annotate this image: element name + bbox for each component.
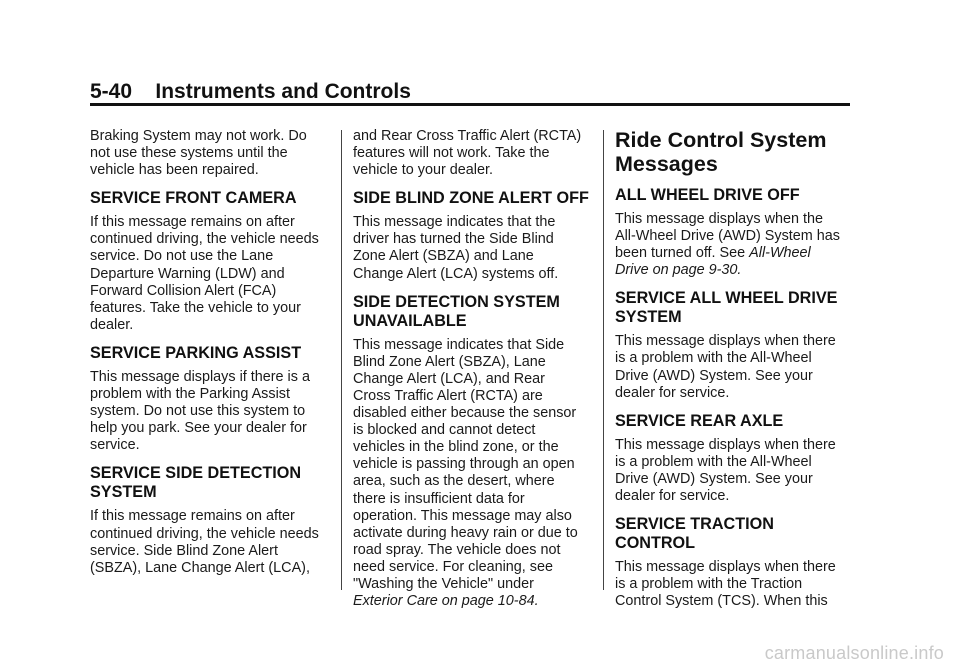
page-header xyxy=(90,80,411,104)
text-line: vehicle to your dealer. xyxy=(353,162,493,179)
cross-reference: Exterior Care on page 10-84. xyxy=(353,593,539,610)
section-heading xyxy=(615,128,860,176)
text-line: service. Side Blind Zone Alert xyxy=(90,542,278,559)
message-heading xyxy=(615,289,860,327)
message-heading xyxy=(90,344,335,363)
text-line: SIDE DETECTION SYSTEM xyxy=(353,292,560,311)
text-line: If this message remains on after xyxy=(90,508,295,525)
text-line: This message displays when there xyxy=(615,333,836,350)
text-line: UNAVAILABLE xyxy=(353,311,467,330)
text-line: is a problem with the Traction xyxy=(615,576,803,593)
paragraph xyxy=(90,369,335,454)
text-line: Drive (AWD) System. See your xyxy=(615,470,813,487)
paragraph xyxy=(90,214,335,334)
text-line: If this message remains on after xyxy=(90,214,295,231)
text-line: dealer for service. xyxy=(615,488,730,505)
paragraph xyxy=(90,128,335,179)
text-line: Change Alert (LCA) systems off. xyxy=(353,265,559,282)
text-line: Departure Warning (LDW) and xyxy=(90,265,285,282)
paragraph xyxy=(615,245,860,262)
text-line: Ride Control System xyxy=(615,128,827,152)
text-line: continued driving, the vehicle needs xyxy=(90,231,319,248)
text-line: Zone Alert (SBZA) and Lane xyxy=(353,248,534,265)
paragraph xyxy=(615,559,860,610)
text-line: is blocked and cannot detect xyxy=(353,422,536,439)
paragraph xyxy=(353,337,598,593)
page-number: 5-40 xyxy=(90,80,133,103)
text-line: Messages xyxy=(615,152,718,176)
text-column-2 xyxy=(353,128,598,610)
text-column-1 xyxy=(90,128,335,577)
text-line: SYSTEM xyxy=(615,308,682,327)
section-title: Instruments and Controls xyxy=(155,80,411,103)
text-line: This message displays if there is a xyxy=(90,368,310,385)
text-line: features will not work. Take the xyxy=(353,145,550,162)
text-line: not use these systems until the xyxy=(90,145,288,162)
text-line: CONTROL xyxy=(615,534,696,553)
text-line: is a problem with the All-Wheel xyxy=(615,350,812,367)
message-heading xyxy=(615,412,860,431)
text-line: service. Do not use the Lane xyxy=(90,248,274,265)
paragraph xyxy=(353,214,598,282)
message-heading xyxy=(615,515,860,553)
text-line: (SBZA), Lane Change Alert (LCA), xyxy=(90,559,310,576)
text-line: dealer. xyxy=(90,316,134,333)
text-line: Braking System may not work. Do xyxy=(90,128,307,144)
message-heading xyxy=(615,186,860,205)
text-line: continued driving, the vehicle needs xyxy=(90,525,319,542)
paragraph xyxy=(353,593,598,610)
paragraph xyxy=(615,262,860,279)
message-heading xyxy=(90,464,335,502)
message-heading xyxy=(90,189,335,208)
text-line: features. Take the vehicle to your xyxy=(90,299,301,316)
text-line: SERVICE TRACTION xyxy=(615,515,774,534)
text-line: SIDE BLIND ZONE ALERT OFF xyxy=(353,189,589,208)
column-divider-2 xyxy=(603,130,604,590)
text-line: disabled either because the sensor xyxy=(353,405,577,422)
text-line: Change Alert (LCA), and Rear xyxy=(353,370,545,387)
text-line: activate during heavy rain or due to xyxy=(353,524,578,541)
text-line: SERVICE FRONT CAMERA xyxy=(90,189,297,208)
text-line: area, such as the desert, where xyxy=(353,473,555,490)
text-line: there is insufficient data for xyxy=(353,490,525,507)
text-line: vehicle is passing through an open xyxy=(353,456,575,473)
text-line: Control System (TCS). When this xyxy=(615,593,828,610)
text-line: operation. This message may also xyxy=(353,507,572,524)
text-line: vehicle has been repaired. xyxy=(90,162,259,179)
text-run: been turned off. See xyxy=(615,245,750,262)
text-line: This message displays when there xyxy=(615,436,836,453)
message-heading xyxy=(353,293,598,331)
text-line: This message displays when the xyxy=(615,211,823,227)
message-heading xyxy=(353,189,598,208)
text-line: system. Do not use this system to xyxy=(90,403,306,420)
text-line: All-Wheel Drive (AWD) System has xyxy=(615,228,840,245)
cross-reference: All-Wheel xyxy=(749,245,811,262)
text-line: Cross Traffic Alert (RCTA) are xyxy=(353,387,543,404)
text-line: vehicles in the blind zone, or the xyxy=(353,439,559,456)
paragraph xyxy=(615,211,860,245)
watermark: carmanualsonline.info xyxy=(764,643,944,663)
text-line: ALL WHEEL DRIVE OFF xyxy=(615,186,800,204)
text-column-3 xyxy=(615,128,860,610)
text-line: SERVICE PARKING ASSIST xyxy=(90,343,302,362)
text-line: is a problem with the All-Wheel xyxy=(615,453,812,470)
text-line xyxy=(615,245,860,262)
text-line: need service. For cleaning, see xyxy=(353,558,553,575)
text-line: This message indicates that the xyxy=(353,214,556,231)
text-line: Drive (AWD) System. See your xyxy=(615,367,813,384)
text-line: This message indicates that Side xyxy=(353,336,565,353)
text-line: service. xyxy=(90,437,140,454)
paragraph xyxy=(615,333,860,401)
paragraph xyxy=(90,508,335,576)
header-rule xyxy=(90,103,850,106)
text-line: problem with the Parking Assist xyxy=(90,386,290,403)
text-line: SERVICE REAR AXLE xyxy=(615,411,784,430)
text-line: and Rear Cross Traffic Alert (RCTA) xyxy=(353,128,582,144)
text-line: driver has turned the Side Blind xyxy=(353,231,554,248)
text-line: dealer for service. xyxy=(615,384,730,401)
text-line: SERVICE ALL WHEEL DRIVE xyxy=(615,289,838,308)
text-line: "Washing the Vehicle" under xyxy=(353,575,534,592)
paragraph xyxy=(615,437,860,505)
text-line: SYSTEM xyxy=(90,483,157,502)
text-line: help you park. See your dealer for xyxy=(90,420,307,437)
paragraph xyxy=(353,128,598,179)
cross-reference: Drive on page 9-30. xyxy=(615,262,742,279)
text-line: SERVICE SIDE DETECTION xyxy=(90,464,302,483)
text-line: Blind Zone Alert (SBZA), Lane xyxy=(353,353,546,370)
column-divider-1 xyxy=(341,130,342,590)
text-line: road spray. The vehicle does not xyxy=(353,541,561,558)
text-line: Forward Collision Alert (FCA) xyxy=(90,282,277,299)
text-line: This message displays when there xyxy=(615,559,836,576)
